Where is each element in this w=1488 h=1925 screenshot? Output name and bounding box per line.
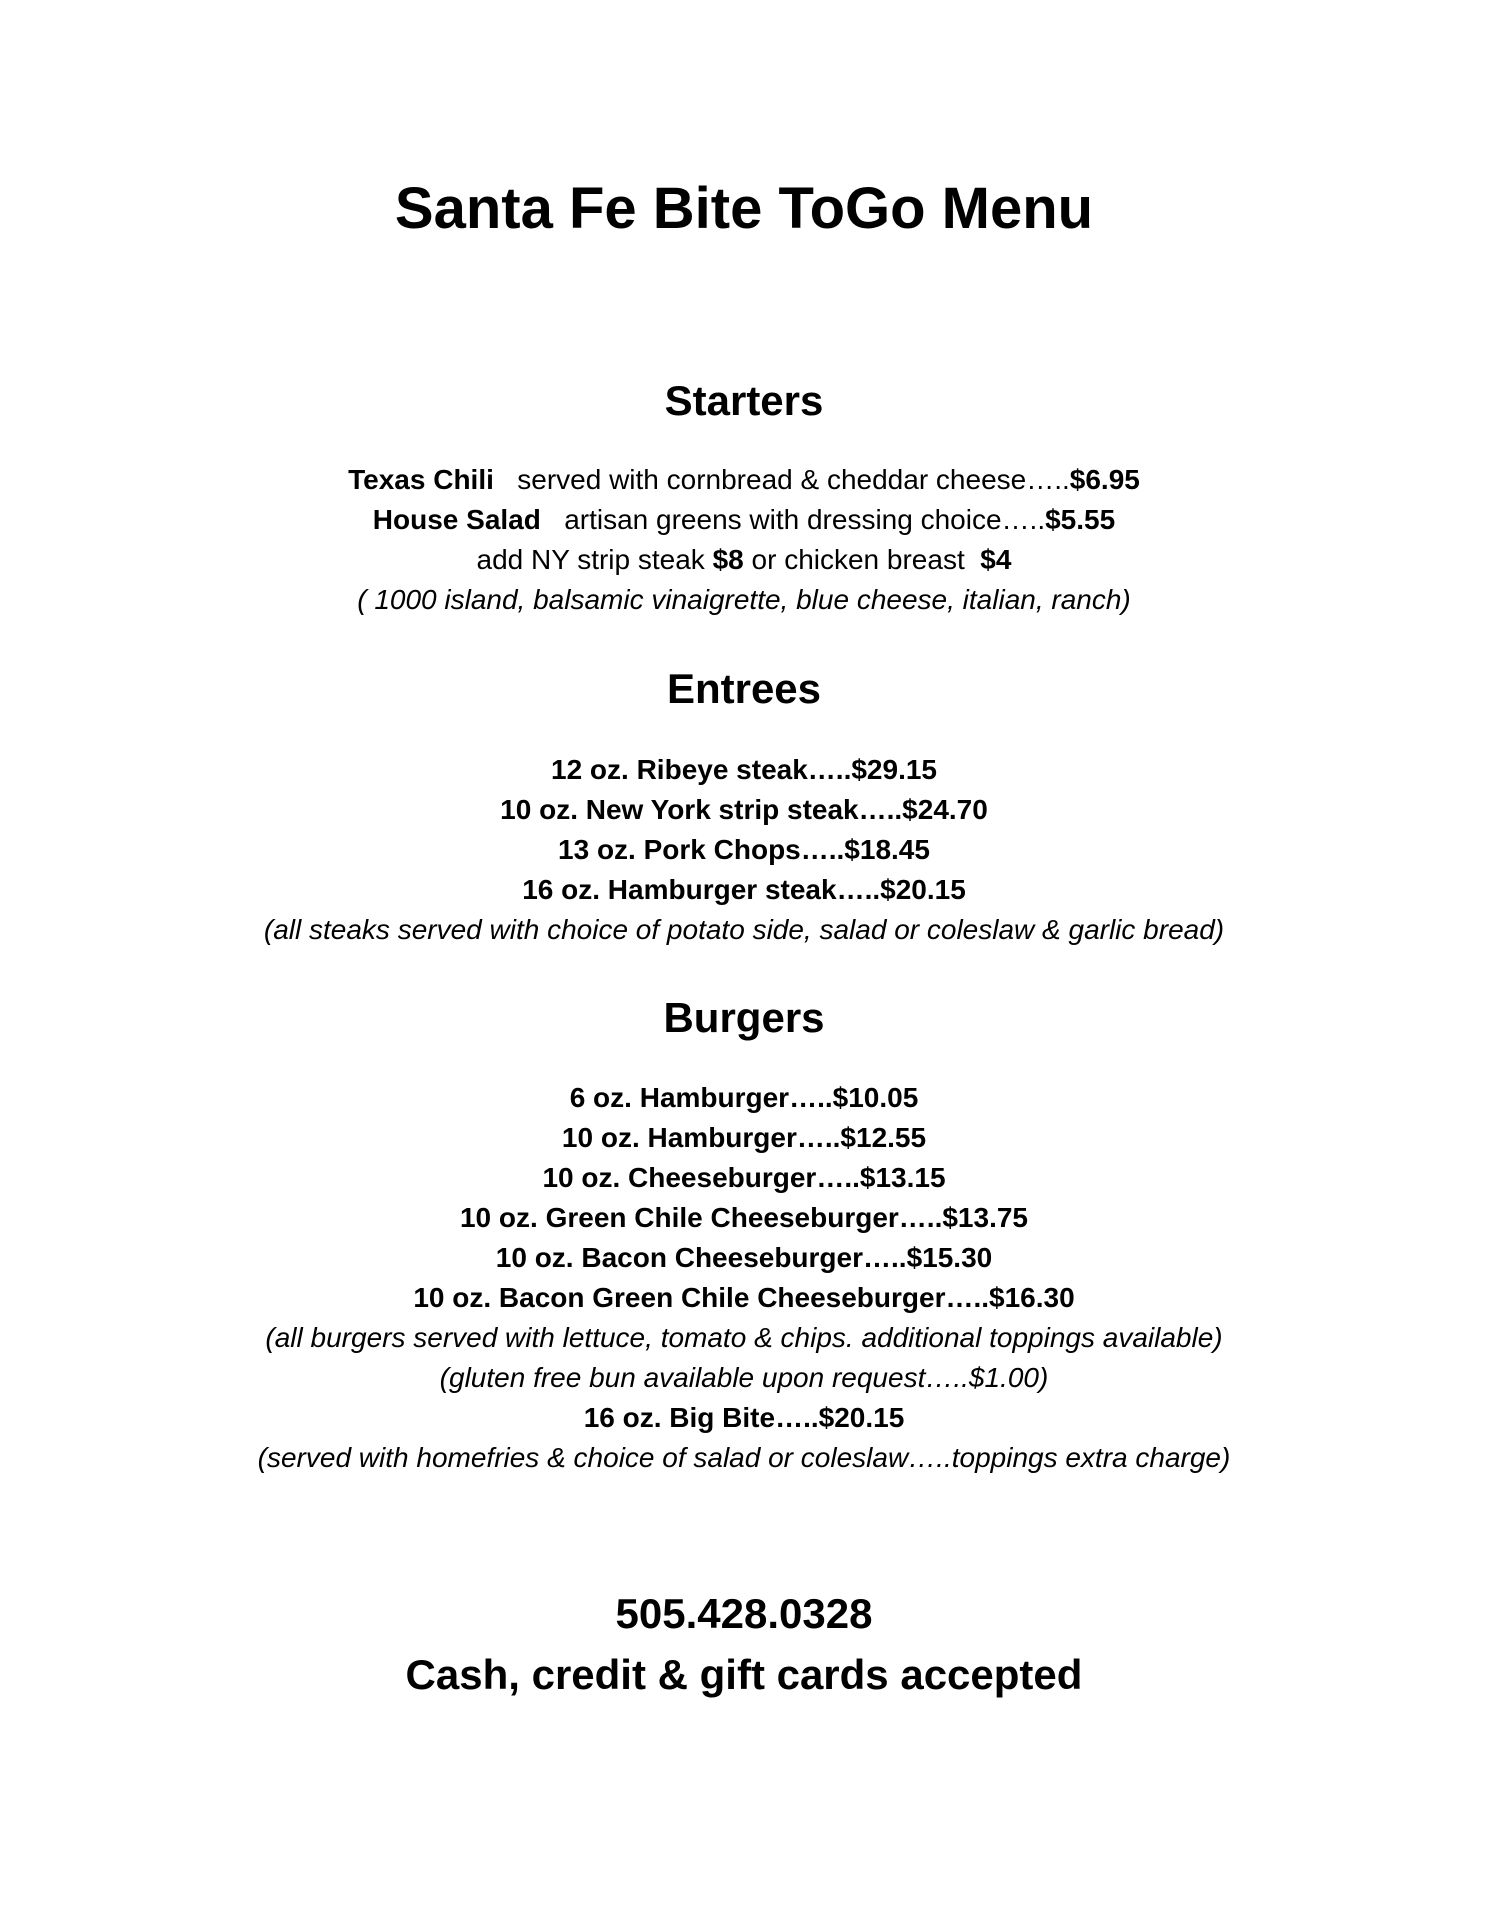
entrees-heading: Entrees (666, 665, 822, 712)
burgers-heading: Burgers (663, 994, 825, 1041)
item-description: served with cornbread & cheddar cheese….. (517, 464, 1070, 495)
page-title: Santa Fe Bite ToGo Menu (394, 176, 1094, 241)
entree-item: 12 oz. Ribeye steak…..$29.15 (551, 754, 937, 785)
burger-item: 10 oz. Hamburger…..$12.55 (561, 1122, 927, 1153)
entrees-note: (all steaks served with choice of potato side, salad or coleslaw & garlic bread) (263, 914, 1225, 945)
burger-item: 10 oz. Bacon Green Chile Cheeseburger…..$16.30 (413, 1282, 1075, 1313)
item-name: House Salad (372, 504, 541, 535)
burger-item: 10 oz. Bacon Cheeseburger…..$15.30 (495, 1242, 993, 1273)
add-on-price: $4 (980, 544, 1012, 575)
burger-item: 10 oz. Green Chile Cheeseburger…..$13.75 (459, 1202, 1028, 1233)
starters-heading: Starters (664, 377, 824, 424)
salad-add-on (0, 540, 1488, 580)
item-description: artisan greens with dressing choice….. (564, 504, 1046, 535)
big-bite-note: (served with homefries & choice of salad or coleslaw…..toppings extra charge) (257, 1442, 1231, 1473)
phone-number: 505.428.0328 (615, 1590, 873, 1637)
item-name: Texas Chili (348, 464, 494, 495)
burger-item: 6 oz. Hamburger…..$10.05 (569, 1082, 919, 1113)
texas-chili-item (0, 460, 1488, 500)
entree-item: 10 oz. New York strip steak…..$24.70 (500, 794, 988, 825)
payment-info: Cash, credit & gift cards accepted (405, 1651, 1083, 1698)
gluten-free-note: (gluten free bun available upon request…..$1.00) (439, 1362, 1049, 1393)
add-on-text: add NY strip steak (476, 544, 713, 575)
add-on-text: or chicken breast (743, 544, 981, 575)
entree-item: 16 oz. Hamburger steak…..$20.15 (522, 874, 966, 905)
dressing-options: ( 1000 island, balsamic vinaigrette, blue cheese, italian, ranch) (357, 584, 1131, 615)
add-on-price: $8 (712, 544, 744, 575)
burgers-note: (all burgers served with lettuce, tomato & chips. additional toppings available) (265, 1322, 1223, 1353)
big-bite-item: 16 oz. Big Bite…..$20.15 (583, 1402, 905, 1433)
entree-item: 13 oz. Pork Chops…..$18.45 (558, 834, 930, 865)
item-price: $6.95 (1069, 464, 1140, 495)
item-price: $5.55 (1045, 504, 1116, 535)
burger-item: 10 oz. Cheeseburger…..$13.15 (542, 1162, 946, 1193)
house-salad-item (0, 500, 1488, 540)
